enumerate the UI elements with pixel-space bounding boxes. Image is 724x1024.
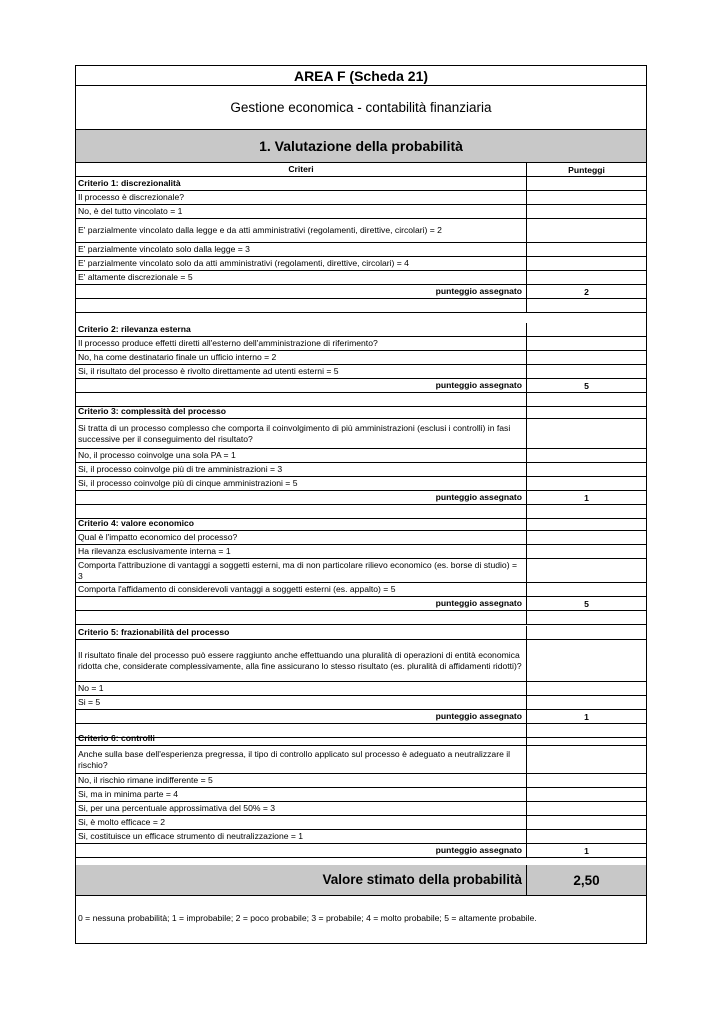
criterion-option-text: E' parzialmente vincolato solo da atti amministrativi (regolamenti, direttive, circolari) = 4	[76, 257, 527, 270]
score-row	[76, 710, 646, 724]
criterion-score-cell	[527, 351, 646, 364]
criterion-option-text: No, ha come destinatario finale un ufficio interno = 2	[76, 351, 527, 364]
process-subtitle	[76, 86, 646, 130]
score-label: punteggio assegnato	[76, 597, 527, 610]
criterion-option-row	[76, 271, 646, 285]
spacer-cell	[527, 611, 646, 624]
criterion-option-text: Si, il risultato del processo è rivolto direttamente ad utenti esterni = 5	[76, 365, 527, 378]
criterion-option-text: Il risultato finale del processo può essere raggiunto anche effettuando una pluralità di operazioni di entità economica ridotta che, considerate complessivamente, alla fine assicurano lo stesso risultato (es. pluralità di affidamenti ridotti)?	[76, 640, 527, 681]
score-label: punteggio assegnato	[76, 379, 527, 392]
criterion-score-cell	[527, 337, 646, 350]
total-row	[76, 865, 646, 896]
criterion-option-text: Si, il processo coinvolge più di cinque amministrazioni = 5	[76, 477, 527, 490]
criterion-option-text: Si, per una percentuale approssimativa del 50% = 3	[76, 802, 527, 815]
table-header-row	[76, 163, 646, 177]
criterion-option-row	[76, 746, 646, 774]
spacer-cell	[527, 299, 646, 312]
criterion-score-cell	[527, 271, 646, 284]
criterion-title-row	[76, 517, 646, 531]
criterion-score-cell	[527, 219, 646, 242]
criterion-option-text: Ha rilevanza esclusivamente interna = 1	[76, 545, 527, 558]
criterion-option-text: Si, ma in minima parte = 4	[76, 788, 527, 801]
criterion-option-row	[76, 219, 646, 243]
criterion-score-cell	[527, 732, 646, 745]
punteggi-header: Punteggi	[568, 164, 605, 175]
criterion-option-row	[76, 477, 646, 491]
score-value: 5	[584, 380, 589, 391]
criterion-option-text: No, il rischio rimane indifferente = 5	[76, 774, 527, 787]
score-row	[76, 844, 646, 858]
criterion-option-row	[76, 802, 646, 816]
criterion-option-text: No, è del tutto vincolato = 1	[76, 205, 527, 218]
criterion-score-cell	[527, 802, 646, 815]
criterion-option-row	[76, 583, 646, 597]
criterion-option-row	[76, 816, 646, 830]
criterion-option-text: Si = 5	[76, 696, 527, 709]
criterion-score-cell	[527, 449, 646, 462]
criterion-title-row	[76, 405, 646, 419]
criterion-option-row	[76, 449, 646, 463]
criterion-option-row	[76, 774, 646, 788]
criterion-score-cell	[527, 477, 646, 490]
criterion-option-text: Si, costituisce un efficace strumento di neutralizzazione = 1	[76, 830, 527, 843]
criterion-option-text: Comporta l'affidamento di considerevoli vantaggi a soggetti esterni (es. appalto) = 5	[76, 583, 527, 596]
score-value: 1	[584, 711, 589, 722]
criterion-title: Criterio 6: controlli	[76, 732, 527, 745]
criterion-score-cell	[527, 177, 646, 190]
section-title-text: 1. Valutazione della probabilità	[259, 138, 463, 154]
spacer-row	[76, 299, 646, 313]
score-value: 1	[584, 492, 589, 503]
criterion-score-cell	[527, 626, 646, 639]
criterion-title-row	[76, 177, 646, 191]
criterion-score-cell	[527, 559, 646, 582]
score-row	[76, 379, 646, 393]
score-label: punteggio assegnato	[76, 285, 527, 298]
score-label: punteggio assegnato	[76, 710, 527, 723]
criterion-title: Criterio 3: complessità del processo	[76, 405, 527, 418]
criterion-score-cell	[527, 191, 646, 204]
criterion-score-cell	[527, 463, 646, 476]
section-title	[76, 130, 646, 163]
area-title	[76, 66, 646, 86]
criterion-score-cell	[527, 830, 646, 843]
criterion-score-cell	[527, 682, 646, 695]
criterion-score-cell	[527, 365, 646, 378]
spacer-cell	[76, 299, 527, 312]
criterion-option-text: E' parzialmente vincolato solo dalla legge = 3	[76, 243, 527, 256]
criterion-score-cell	[527, 816, 646, 829]
spacer-row	[76, 611, 646, 625]
criterion-title: Criterio 1: discrezionalità	[76, 177, 527, 190]
criterion-score-cell	[527, 419, 646, 448]
criterion-option-row	[76, 351, 646, 365]
criterion-option-text: E' altamente discrezionale = 5	[76, 271, 527, 284]
criterion-option-row	[76, 531, 646, 545]
criterion-option-row	[76, 365, 646, 379]
criterion-option-text: Il processo è discrezionale?	[76, 191, 527, 204]
criterion-option-row	[76, 191, 646, 205]
criterion-score-cell	[527, 205, 646, 218]
probability-assessment-sheet	[75, 65, 647, 944]
criterion-score-cell	[527, 545, 646, 558]
criterion-score-cell	[527, 746, 646, 773]
score-value: 5	[584, 598, 589, 609]
criterion-option-row	[76, 559, 646, 583]
criterion-option-row	[76, 640, 646, 682]
criterion-option-text: E' parzialmente vincolato dalla legge e da atti amministrativi (regolamenti, direttive, circolari) = 2	[76, 219, 527, 242]
criterion-option-text: Si, è molto efficace = 2	[76, 816, 527, 829]
criterion-title: Criterio 4: valore economico	[76, 517, 527, 530]
criterion-option-text: Si, il processo coinvolge più di tre amministrazioni = 3	[76, 463, 527, 476]
criterion-score-cell	[527, 696, 646, 709]
criterion-option-text: Si tratta di un processo complesso che comporta il coinvolgimento di più amministrazioni (esclusi i controlli) in fasi successive per il conseguimento del risultato?	[76, 419, 527, 448]
criterion-option-row	[76, 830, 646, 844]
criterion-option-text: No, il processo coinvolge una sola PA = 1	[76, 449, 527, 462]
criterion-title: Criterio 2: rilevanza esterna	[76, 323, 527, 336]
score-value: 1	[584, 845, 589, 856]
criterion-option-row	[76, 205, 646, 219]
criterion-option-text: Il processo produce effetti diretti all'esterno dell'amministrazione di riferimento?	[76, 337, 527, 350]
probability-scale-footnote: 0 = nessuna probabilità; 1 = improbabile; 2 = poco probabile; 3 = probabile; 4 = molto probabile; 5 = altamente probabile.	[78, 913, 537, 923]
score-label: punteggio assegnato	[76, 491, 527, 504]
criterion-score-cell	[527, 323, 646, 336]
criterion-title-row	[76, 626, 646, 640]
total-value: 2,50	[573, 872, 600, 888]
criterion-option-row	[76, 545, 646, 559]
criterion-score-cell	[527, 517, 646, 530]
criterion-option-row	[76, 257, 646, 271]
score-label: punteggio assegnato	[76, 844, 527, 857]
criterion-score-cell	[527, 774, 646, 787]
criterion-score-cell	[527, 405, 646, 418]
area-title-text: AREA F (Scheda 21)	[293, 67, 429, 84]
criterion-option-text: Comporta l'attribuzione di vantaggi a soggetti esterni, ma di non particolare rilievo economico (es. borse di studio) = 3	[76, 559, 527, 582]
criterion-option-row	[76, 682, 646, 696]
criterion-option-row	[76, 696, 646, 710]
criterion-title-row	[76, 732, 646, 746]
criterion-option-text: Qual è l'impatto economico del processo?	[76, 531, 527, 544]
criterion-score-cell	[527, 640, 646, 681]
criterion-option-text: Anche sulla base dell'esperienza pregressa, il tipo di controllo applicato sul processo è adeguato a neutralizzare il rischio?	[76, 746, 527, 773]
criterion-option-row	[76, 463, 646, 477]
process-subtitle-text: Gestione economica - contabilità finanziaria	[230, 100, 492, 115]
criterion-option-row	[76, 337, 646, 351]
criterion-option-row	[76, 419, 646, 449]
score-value: 2	[584, 286, 589, 297]
score-row	[76, 285, 646, 299]
score-row	[76, 597, 646, 611]
spacer-cell	[76, 611, 527, 624]
criterion-score-cell	[527, 257, 646, 270]
criterion-score-cell	[527, 788, 646, 801]
criteri-header: Criteri	[76, 163, 527, 176]
criterion-score-cell	[527, 243, 646, 256]
total-label: Valore stimato della probabilità	[76, 865, 527, 895]
criterion-score-cell	[527, 583, 646, 596]
criterion-option-row	[76, 788, 646, 802]
criterion-option-text: No = 1	[76, 682, 527, 695]
criterion-score-cell	[527, 531, 646, 544]
criterion-title-row	[76, 323, 646, 337]
criterion-title: Criterio 5: frazionabilità del processo	[76, 626, 527, 639]
score-row	[76, 491, 646, 505]
criterion-option-row	[76, 243, 646, 257]
